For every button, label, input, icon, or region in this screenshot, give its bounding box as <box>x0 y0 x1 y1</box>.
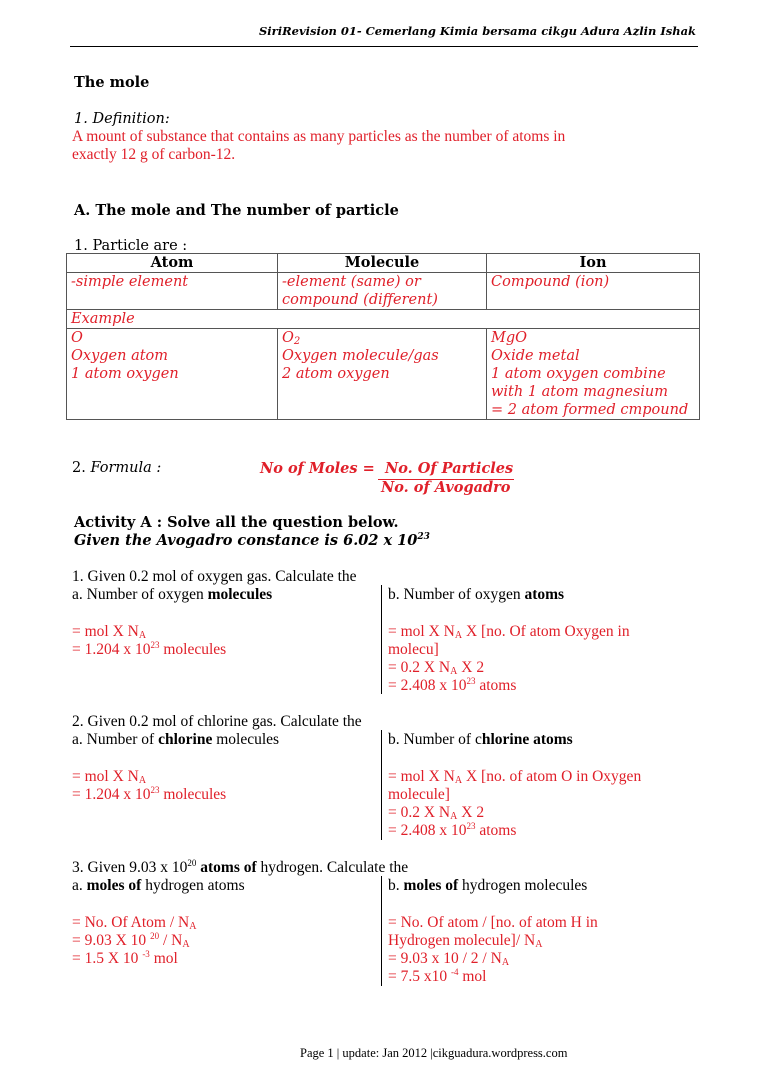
q2-b-line-2: molecule] <box>388 786 450 803</box>
molecule-desc-1: -element (same) or <box>282 274 421 290</box>
q3-b-prefix: b. <box>388 877 404 894</box>
q3-a3-post: mol <box>149 950 178 967</box>
q2-b1-pre: = mol X N <box>388 768 455 785</box>
na-sub: A <box>189 921 197 932</box>
cell-ion-desc <box>487 273 700 310</box>
q1-a-line-1 <box>72 623 146 641</box>
q3-stem-post: hydrogen. Calculate the <box>256 859 409 876</box>
q1-b-line-2: molecu] <box>388 641 439 658</box>
q2-a-prefix: a. Number of <box>72 731 159 748</box>
q3-stem <box>72 859 408 877</box>
q1-b-bold: atoms <box>524 586 565 603</box>
q1-b-line-1 <box>388 623 630 641</box>
q3-a-post: hydrogen atoms <box>141 877 245 894</box>
ion-example-line-3: = 2 atom formed cmpound <box>491 402 689 418</box>
q2-b2-post: X 2 <box>457 804 485 821</box>
ion-example-symbol: MgO <box>491 330 528 346</box>
q3-a3-pre: = 1.5 X 10 <box>72 950 143 967</box>
q2-b3-exp: 23 <box>466 821 476 831</box>
q1-part-a <box>72 586 272 604</box>
na-sub: A <box>501 957 510 968</box>
q1-a2-exp: 23 <box>150 640 160 650</box>
na-sub: A <box>450 666 458 677</box>
q1-a-line-2 <box>72 641 226 659</box>
example-label: Example <box>71 311 135 327</box>
q2-b3-post: atoms <box>475 822 517 839</box>
table-header-row <box>67 254 700 273</box>
q3-b-line-1: = No. Of atom / [no. of atom H in <box>388 914 598 931</box>
q1-b2-post: X 2 <box>457 659 485 676</box>
molecule-example-count: 2 atom oxygen <box>282 366 390 382</box>
header-rule <box>70 46 698 47</box>
q1-b-prefix: b. Number of oxygen <box>388 586 525 603</box>
q1-a2-post: molecules <box>159 641 227 658</box>
particle-table <box>66 253 700 420</box>
q1-a-prefix: a. Number of oxygen <box>72 586 208 603</box>
q1-divider <box>381 585 382 694</box>
q3-a1-pre: = No. Of Atom / N <box>72 914 190 931</box>
q2-a-line-2 <box>72 786 226 804</box>
q3-b2-pre: Hydrogen molecule]/ N <box>388 932 536 949</box>
ion-example-name: Oxide metal <box>491 348 580 364</box>
q2-b-line-4 <box>388 822 516 840</box>
cell-atom-example <box>67 329 278 420</box>
ion-example-line-2: with 1 atom magnesium <box>491 384 668 400</box>
cell-molecule-desc <box>278 273 487 310</box>
q2-b3-pre: = 2.408 x 10 <box>388 822 467 839</box>
section-a-heading: A. The mole and The number of particle <box>74 202 399 219</box>
q3-a2-exp: 20 <box>150 931 160 941</box>
q2-a-bold: chlorine <box>158 731 213 748</box>
q2-a-post: molecules <box>212 731 280 748</box>
q2-b2-pre: = 0.2 X N <box>388 804 451 821</box>
atom-desc: -simple element <box>71 274 189 290</box>
cell-ion-example <box>487 329 700 420</box>
q1-b2-pre: = 0.2 X N <box>388 659 451 676</box>
header-ion: Ion <box>487 254 700 273</box>
molecule-example-symbol: O <box>282 330 294 346</box>
na-sub: A <box>535 939 543 950</box>
cell-atom-desc <box>67 273 278 310</box>
ion-example-line-1: 1 atom oxygen combine <box>491 366 666 382</box>
activity-title: Activity A : Solve all the question below. <box>74 514 399 531</box>
q1-b-line-3 <box>388 659 484 677</box>
q1-b3-pre: = 2.408 x 10 <box>388 677 467 694</box>
formula-label: 2. Formula : <box>72 460 162 476</box>
q2-b-line-1 <box>388 768 641 786</box>
q1-b1-post: X [no. Of atom Oxygen in <box>462 623 630 640</box>
q2-b-bold: hlorine atoms <box>481 731 573 748</box>
q2-a2-exp: 23 <box>150 785 160 795</box>
q3-b4-exp: -4 <box>451 967 459 977</box>
q3-a2-post: / N <box>159 932 183 949</box>
definition-label: 1. Definition: <box>74 111 170 127</box>
q1-b-line-4 <box>388 677 516 695</box>
q1-b3-post: atoms <box>475 677 517 694</box>
q2-a-line-1 <box>72 768 146 786</box>
q2-a1-text: = mol X N <box>72 768 139 785</box>
q2-a2-pre: = 1.204 x 10 <box>72 786 151 803</box>
q3-b-bold: moles of <box>403 877 459 894</box>
q1-a1-text: = mol X N <box>72 623 139 640</box>
q2-part-b <box>388 731 573 749</box>
page-footer: Page 1 | update: Jan 2012 |cikguadura.wordpress.com <box>300 1046 568 1060</box>
q3-b-line-4 <box>388 968 487 986</box>
molecule-example-name: Oxygen molecule/gas <box>282 348 439 364</box>
q3-a-line-1 <box>72 914 196 932</box>
molecule-desc-2: compound (different) <box>282 292 438 308</box>
definition-line-1: A mount of substance that contains as many particles as the number of atoms in <box>72 128 566 145</box>
q3-a-bold: moles of <box>86 877 142 894</box>
q3-b-post: hydrogen molecules <box>458 877 588 894</box>
formula-numerator: No. Of Particles <box>385 460 514 477</box>
activity-given <box>74 532 430 549</box>
q3-stem-exp: 20 <box>187 858 197 868</box>
q3-b-line-3 <box>388 950 509 968</box>
q3-part-b <box>388 877 587 895</box>
given-text: Given the Avogadro constance is 6.02 x 10 <box>74 532 418 549</box>
cell-molecule-example <box>278 329 487 420</box>
header-atom: Atom <box>67 254 278 273</box>
q3-a-line-2 <box>72 932 190 950</box>
q2-b1-post: X [no. of atom O in Oxygen <box>462 768 642 785</box>
q3-stem-bold: atoms of <box>196 859 257 876</box>
na-sub: A <box>454 775 463 786</box>
page-title: The mole <box>74 74 150 91</box>
q1-b1-pre: = mol X N <box>388 623 455 640</box>
particle-label: 1. Particle are : <box>74 238 188 254</box>
cell-example <box>67 310 700 329</box>
q2-b-line-3 <box>388 804 484 822</box>
formula-label-text: Formula : <box>90 460 162 476</box>
atom-example-symbol: O <box>71 330 83 346</box>
given-exponent: 23 <box>417 532 430 542</box>
q1-b3-exp: 23 <box>466 676 476 686</box>
q3-divider <box>381 876 382 986</box>
table-row <box>67 329 700 420</box>
definition-line-2: exactly 12 g of carbon-12. <box>72 146 236 163</box>
q3-a-line-3 <box>72 950 178 968</box>
na-sub: A <box>182 939 190 950</box>
formula-denominator: No. of Avogadro <box>381 479 511 496</box>
q1-a2-pre: = 1.204 x 10 <box>72 641 151 658</box>
q3-stem-pre: 3. Given 9.03 x 10 <box>72 859 188 876</box>
q2-divider <box>381 730 382 840</box>
molecule-example-subscript: 2 <box>293 336 301 347</box>
q3-part-a <box>72 877 245 895</box>
na-sub: A <box>138 775 147 786</box>
na-sub: A <box>138 630 147 641</box>
q1-part-b <box>388 586 564 604</box>
header-molecule: Molecule <box>278 254 487 273</box>
table-row <box>67 273 700 310</box>
formula-lhs: No of Moles = <box>260 460 375 477</box>
q2-b-prefix: b. Number of c <box>388 731 482 748</box>
na-sub: A <box>450 811 458 822</box>
q1-a-bold: molecules <box>207 586 273 603</box>
na-sub: A <box>454 630 463 641</box>
q3-b-line-2 <box>388 932 542 950</box>
q3-a3-exp: -3 <box>142 949 150 959</box>
page-header: SiriRevision 01- Cemerlang Kimia bersama cikgu Adura Azlin Ishak <box>258 24 696 38</box>
q1-stem: 1. Given 0.2 mol of oxygen gas. Calculate the <box>72 568 357 585</box>
q2-stem: 2. Given 0.2 mol of chlorine gas. Calculate the <box>72 713 362 730</box>
q3-b3-pre: = 9.03 x 10 / 2 / N <box>388 950 502 967</box>
q3-b4-pre: = 7.5 x10 <box>388 968 451 985</box>
q2-part-a <box>72 731 279 749</box>
atom-example-name: Oxygen atom <box>71 348 169 364</box>
table-row <box>67 310 700 329</box>
ion-desc: Compound (ion) <box>491 274 610 290</box>
atom-example-count: 1 atom oxygen <box>71 366 179 382</box>
q3-a-prefix: a. <box>72 877 87 894</box>
q3-a2-pre: = 9.03 X 10 <box>72 932 151 949</box>
q2-a2-post: molecules <box>159 786 227 803</box>
q3-b4-post: mol <box>458 968 487 985</box>
